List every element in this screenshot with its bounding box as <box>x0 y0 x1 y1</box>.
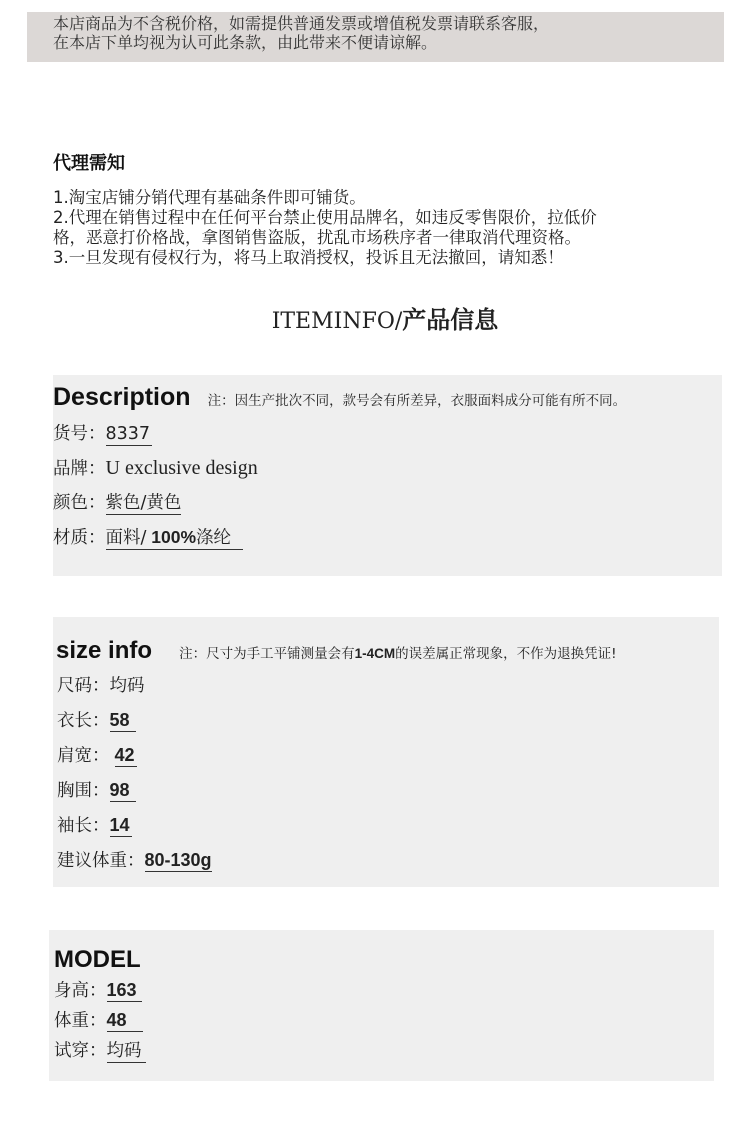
spec-row-color <box>53 489 181 515</box>
model-value: 163 <box>107 980 142 1002</box>
model-label: 试穿： <box>54 1041 107 1061</box>
size-row-chest <box>57 777 136 802</box>
size-row-sleeve <box>57 812 132 837</box>
size-label: 建议体重： <box>57 851 145 871</box>
size-value: 14 <box>109 815 130 835</box>
model-heading-row <box>54 946 141 974</box>
material-fabric: 面料/ <box>105 528 147 548</box>
notice-line-1: 本店商品为不含税价格，如需提供普通发票或增值税发票请联系客服， <box>53 14 550 33</box>
size-label: 衣长： <box>57 711 110 731</box>
size-note: 注：尺寸为手工平铺测量会有1-4CM的误差属正常现象，不作为退换凭证! <box>179 646 617 662</box>
model-value: 均码 <box>107 1041 146 1063</box>
spec-row-item-no <box>53 420 152 446</box>
item-info-heading <box>0 300 750 335</box>
model-row-weight <box>54 1007 143 1032</box>
description-heading: Description <box>53 383 191 411</box>
size-row-shoulder <box>57 742 137 767</box>
spec-label: 货号： <box>53 424 106 444</box>
size-value: 58 <box>110 710 136 732</box>
model-label: 身高： <box>54 981 107 1001</box>
size-label: 袖长： <box>57 816 110 836</box>
tax-notice-banner <box>27 12 724 62</box>
spec-row-brand <box>53 455 258 480</box>
spec-value: 紫色/黄色 <box>105 493 182 513</box>
size-label: 尺码： <box>57 676 110 696</box>
notice-line-2: 在本店下单均视为认可此条款，由此带来不便请谅解。 <box>53 33 438 52</box>
item-info-cn: 产品信息 <box>402 306 499 334</box>
size-value: 42 <box>114 745 135 765</box>
agent-line: 2.代理在销售过程中在任何平台禁止使用品牌名，如违反零售限价，拉低价 <box>53 208 597 227</box>
size-info-panel <box>53 617 719 887</box>
size-value: 98 <box>110 780 136 802</box>
size-value: 80-130g <box>144 850 212 870</box>
model-row-fit <box>54 1037 146 1063</box>
model-row-height <box>54 977 142 1002</box>
description-note: 注：因生产批次不同，款号会有所差异，衣服面料成分可能有所不同。 <box>207 393 627 409</box>
spec-label: 材质： <box>53 528 106 548</box>
size-heading: size info <box>56 637 153 664</box>
agent-line: 3.一旦发现有侵权行为，将马上取消授权，投诉且无法撤回，请知悉！ <box>53 248 564 267</box>
size-row-weight <box>57 847 212 872</box>
size-value: 均码 <box>109 676 145 696</box>
model-label: 体重： <box>54 1011 107 1031</box>
model-value: 48 <box>107 1010 143 1032</box>
description-heading-row <box>53 383 626 412</box>
material-polyester: 涤纶 <box>196 528 232 548</box>
material-percent: 100% <box>146 527 197 547</box>
size-label: 肩宽： <box>57 746 110 766</box>
spec-value <box>106 527 244 550</box>
agent-notice-title: 代理需知 <box>53 153 125 174</box>
spec-label: 品牌： <box>53 459 106 479</box>
agent-line: 格，恶意打价格战，拿图销售盗版，扰乱市场秩序者一律取消代理资格。 <box>53 228 581 247</box>
spec-value: 8337 <box>105 424 151 444</box>
size-label: 胸围： <box>57 781 110 801</box>
spec-value: U exclusive design <box>105 457 258 479</box>
size-heading-row <box>56 637 617 665</box>
size-row-length <box>57 707 136 732</box>
model-heading: MODEL <box>54 946 141 973</box>
agent-line: 1.淘宝店铺分销代理有基础条件即可铺货。 <box>53 188 366 207</box>
size-row-size <box>57 672 145 697</box>
spec-label: 颜色： <box>53 493 106 513</box>
model-panel <box>49 930 714 1081</box>
item-info-latin: ITEMINFO/ <box>271 309 403 334</box>
description-panel <box>53 375 722 576</box>
agent-notice-body <box>53 188 718 268</box>
spec-row-material <box>53 524 243 550</box>
